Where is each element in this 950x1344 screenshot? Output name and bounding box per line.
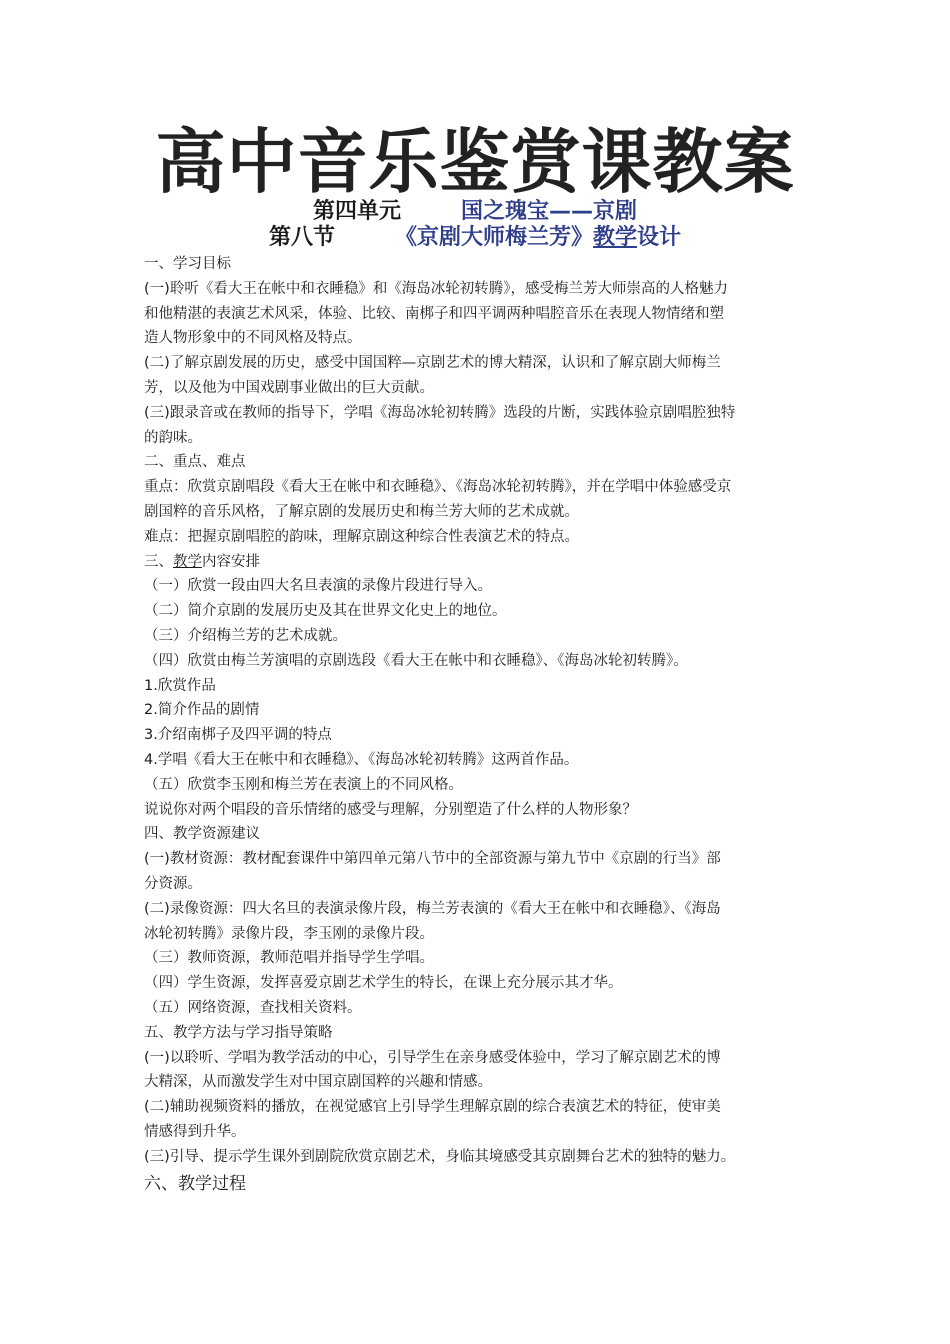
- section-subtitle: [0, 224, 950, 252]
- text-line: 4.学唱《看大王在帐中和衣睡稳》、《海岛冰轮初转腾》这两首作品。: [144, 751, 579, 768]
- section-number: 第八节: [268, 225, 335, 250]
- text-line: （四）学生资源，发挥喜爱京剧艺术学生的特长，在课上充分展示其才华。: [144, 975, 623, 992]
- text-line: 四、教学资源建议: [144, 826, 260, 843]
- section-suffix: 设计: [637, 225, 682, 250]
- text-line: （五）网络资源，查找相关资料。: [144, 999, 362, 1016]
- text-line: 的韵味。: [144, 429, 202, 446]
- section-heading-last: 六、教学过程: [144, 1174, 246, 1195]
- document-title: 高中音乐鉴赏课教案: [155, 121, 795, 203]
- section-name: 《京剧大师梅兰芳》: [394, 225, 593, 250]
- text-line: 说说你对两个唱段的音乐情绪的感受与理解，分别塑造了什么样的人物形象？: [144, 801, 637, 818]
- heading-link-word[interactable]: 教学: [173, 553, 202, 570]
- text-line: (一)教材资源：教材配套课件中第四单元第八节中的全部资源与第九节中《京剧的行当》部: [144, 851, 721, 868]
- text-line: (二)了解京剧发展的历史，感受中国国粹—京剧艺术的博大精深，认识和了解京剧大师梅兰: [144, 355, 721, 372]
- text-line: 情感得到升华。: [144, 1123, 246, 1140]
- unit-name: 国之瑰宝——京剧: [461, 199, 638, 224]
- text-line: 一、学习目标: [144, 256, 231, 272]
- text-line: （三）介绍梅兰芳的艺术成就。: [144, 627, 347, 644]
- text-line: （二）简介京剧的发展历史及其在世界文化史上的地位。: [144, 603, 507, 620]
- text-line: （四）欣赏由梅兰芳演唱的京剧选段《看大王在帐中和衣睡稳》、《海岛冰轮初转腾》。: [144, 652, 688, 669]
- text-line: 和他精湛的表演艺术风采，体验、比较、南梆子和四平调两种唱腔音乐在表现人物情绪和塑: [144, 305, 724, 322]
- text-line: (二)录像资源：四大名旦的表演录像片段，梅兰芳表演的《看大王在帐中和衣睡稳》、《海岛: [144, 900, 721, 917]
- text-line: 重点：欣赏京剧唱段《看大王在帐中和衣睡稳》、《海岛冰轮初转腾》，并在学唱中体验感受京: [144, 479, 732, 496]
- text-line: (一)以聆听、学唱为教学活动的中心，引导学生在亲身感受体验中，学习了解京剧艺术的博: [144, 1049, 721, 1066]
- text-line: 难点：把握京剧唱腔的韵味，理解京剧这种综合性表演艺术的特点。: [144, 528, 579, 545]
- text-line: （五）欣赏李玉刚和梅兰芳在表演上的不同风格。: [144, 776, 463, 793]
- text-line: 分资源。: [144, 875, 202, 892]
- text-line: 造人物形象中的不同风格及特点。: [144, 330, 362, 347]
- heading-suffix: 内容安排: [202, 553, 260, 570]
- document-body: [144, 252, 824, 1197]
- text-line: (三)跟录音或在教师的指导下，学唱《海岛冰轮初转腾》选段的片断，实践体验京剧唱腔独特: [144, 404, 736, 421]
- text-line: 芳，以及他为中国戏剧事业做出的巨大贡献。: [144, 379, 434, 396]
- text-line: （一）欣赏一段由四大名旦表演的录像片段进行导入。: [144, 578, 492, 595]
- text-line: 剧国粹的音乐风格，了解京剧的发展历史和梅兰芳大师的艺术成就。: [144, 503, 579, 520]
- unit-subtitle: [0, 198, 950, 226]
- text-line: 五、教学方法与学习指导策略: [144, 1024, 333, 1041]
- text-line: 二、重点、难点: [144, 454, 246, 471]
- text-line: 2.简介作品的剧情: [144, 702, 260, 719]
- unit-number: 第四单元: [312, 199, 401, 224]
- text-line: 冰轮初转腾》录像片段，李玉刚的录像片段。: [144, 925, 434, 942]
- text-line: 1.欣赏作品: [144, 677, 216, 694]
- text-line: （三）教师资源，教师范唱并指导学生学唱。: [144, 950, 434, 967]
- text-line: (二)辅助视频资料的播放，在视觉感官上引导学生理解京剧的综合表演艺术的特征，使审美: [144, 1099, 721, 1116]
- heading-prefix: 三、: [144, 553, 173, 570]
- text-line: (三)引导、提示学生课外到剧院欣赏京剧艺术，身临其境感受其京剧舞台艺术的独特的魅力。: [144, 1148, 736, 1165]
- text-line: 大精深，从而激发学生对中国京剧国粹的兴趣和情感。: [144, 1074, 492, 1091]
- text-line: 3.介绍南梆子及四平调的特点: [144, 727, 332, 744]
- text-line: (一)聆听《看大王在帐中和衣睡稳》和《海岛冰轮初转腾》，感受梅兰芳大师崇高的人格魅力: [144, 280, 729, 297]
- section-heading: [144, 550, 824, 575]
- section-link-word[interactable]: 教学: [593, 225, 638, 250]
